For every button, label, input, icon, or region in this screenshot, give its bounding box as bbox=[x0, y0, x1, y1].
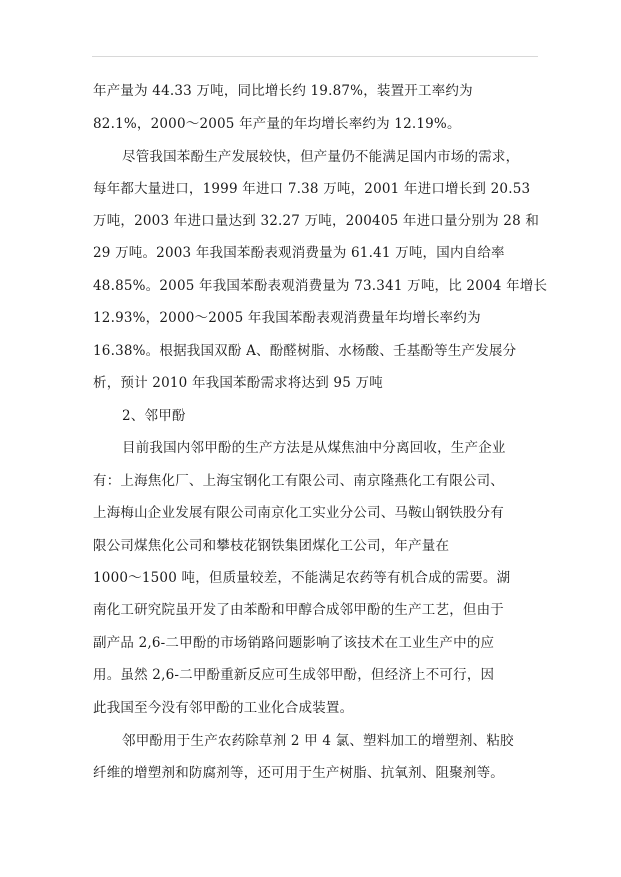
text-line: 29 万吨。2003 年我国苯酚表观消费量为 61.41 万吨，国内自给率 bbox=[93, 245, 505, 261]
text-line: 此我国至今没有邻甲酚的工业化合成装置。 bbox=[93, 700, 354, 716]
section-heading: 2、邻甲酚 bbox=[122, 408, 186, 424]
text-line: 用。虽然 2,6-二甲酚重新反应可生成邻甲酚，但经济上不可行，因 bbox=[93, 667, 495, 683]
text-line: 有：上海焦化厂、上海宝钢化工有限公司、南京隆燕化工有限公司、 bbox=[93, 473, 504, 489]
paragraph-first-line: 邻甲酚用于生产农药除草剂 2 甲 4 氯、塑料加工的增塑剂、粘胶 bbox=[122, 733, 514, 749]
text-line: 副产品 2,6-二甲酚的市场销路问题影响了该技术在工业生产中的应 bbox=[93, 635, 495, 651]
text-line: 16.38%。根据我国双酚 A、酚醛树脂、水杨酸、壬基酚等生产发展分 bbox=[93, 343, 517, 359]
text-line: 82.1%，2000～2005 年产量的年均增长率约为 12.19%。 bbox=[93, 116, 461, 132]
text-line: 48.85%。2005 年我国苯酚表观消费量为 73.341 万吨，比 2004 年增长 bbox=[93, 278, 548, 294]
text-line: 上海梅山企业发展有限公司南京化工实业分公司、马鞍山钢铁股分有 bbox=[93, 505, 504, 521]
header-rule bbox=[92, 56, 538, 57]
paragraph-first-line: 尽管我国苯酚生产发展较快，但产量仍不能满足国内市场的需求， bbox=[122, 149, 520, 165]
text-line: 12.93%，2000～2005 年我国苯酚表观消费量年均增长率约为 bbox=[93, 310, 481, 326]
text-line: 1000～1500 吨，但质量较差，不能满足农药等有机合成的需要。湖 bbox=[93, 570, 511, 586]
text-line: 南化工研究院虽开发了由苯酚和甲醇合成邻甲酚的生产工艺，但由于 bbox=[93, 602, 504, 618]
text-line: 限公司煤焦化公司和攀枝花钢铁集团煤化工公司，年产量在 bbox=[93, 538, 450, 554]
text-line: 万吨，2003 年进口量达到 32.27 万吨，200405 年进口量分别为 28 和 bbox=[93, 213, 540, 229]
text-line: 年产量为 44.33 万吨，同比增长约 19.87%，装置开工率约为 bbox=[93, 83, 473, 99]
text-line: 析，预计 2010 年我国苯酚需求将达到 95 万吨 bbox=[93, 375, 383, 391]
text-line: 每年都大量进口，1999 年进口 7.38 万吨，2001 年进口增长到 20.53 bbox=[93, 181, 531, 197]
paragraph-first-line: 目前我国内邻甲酚的生产方法是从煤焦油中分离回收，生产企业 bbox=[122, 440, 506, 456]
text-line: 纤维的增塑剂和防腐剂等，还可用于生产树脂、抗氧剂、阻聚剂等。 bbox=[93, 765, 504, 781]
